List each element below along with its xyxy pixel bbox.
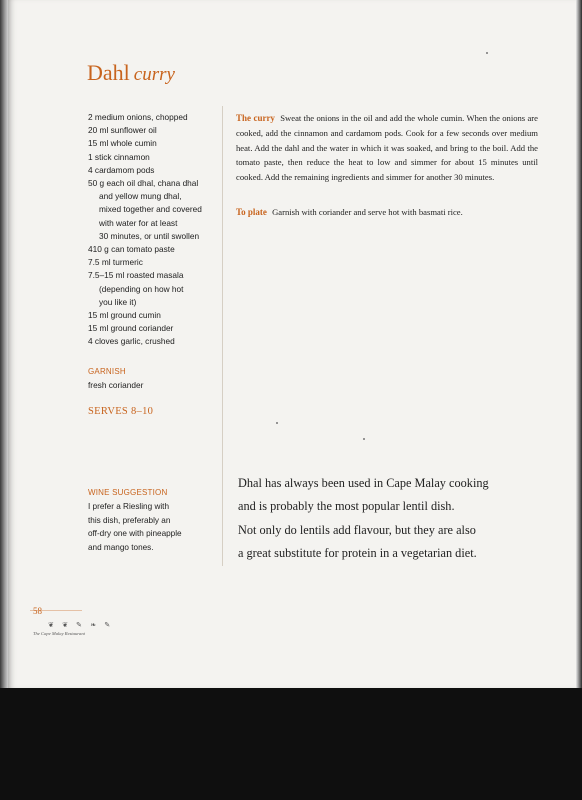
- book-title-footer: The Cape Malay Restaurant: [33, 631, 85, 636]
- ingredient-item-continued: mixed together and covered: [99, 204, 202, 215]
- ingredient-item: 7.5 ml turmeric: [88, 257, 143, 268]
- ingredient-item: 7.5–15 ml roasted masala: [88, 270, 184, 281]
- scan-speck: [363, 438, 365, 440]
- column-divider: [222, 106, 223, 566]
- method-plate-label: To plate: [236, 207, 267, 217]
- wine-line: off-dry one with pineapple: [88, 529, 182, 539]
- page-left-shadow: [0, 0, 8, 688]
- wine-line: this dish, preferably an: [88, 515, 171, 525]
- pull-quote: [238, 472, 528, 566]
- wine-suggestion-heading: WINE SUGGESTION: [88, 488, 168, 497]
- wine-line: I prefer a Riesling with: [88, 502, 169, 511]
- serves-label: SERVES 8–10: [88, 406, 154, 417]
- ingredient-item: 4 cardamom pods: [88, 164, 155, 175]
- ingredient-item-continued: and yellow mung dhal,: [99, 191, 182, 202]
- recipe-title-sub: curry: [133, 64, 175, 85]
- scan-speck: [486, 52, 488, 54]
- quote-line: and is probably the most popular lentil dish.: [238, 499, 455, 514]
- method-curry-label: The curry: [236, 113, 275, 123]
- recipe-title: [87, 60, 175, 86]
- ingredient-item-continued: you like it): [99, 296, 137, 307]
- method-curry: [236, 111, 538, 185]
- garnish-item: fresh coriander: [88, 380, 144, 390]
- ingredient-item-continued: 30 minutes, or until swollen: [99, 230, 200, 241]
- book-page: [8, 0, 576, 688]
- method-plate: [236, 205, 538, 220]
- wine-suggestion-text: [88, 500, 218, 554]
- ingredient-item: 2 medium onions, chopped: [88, 112, 188, 122]
- ingredient-item: 4 cloves garlic, crushed: [88, 336, 175, 347]
- ingredient-item: 410 g can tomato paste: [88, 244, 175, 255]
- quote-line: a great substitute for protein in a vegetarian diet.: [238, 546, 477, 561]
- scan-speck: [276, 422, 278, 424]
- ingredient-item: 15 ml ground cumin: [88, 310, 161, 321]
- book-logo-icon: ❦ ❦ ✎ ❧ ✎: [48, 621, 114, 629]
- quote-line: Not only do lentils add flavour, but they are also: [238, 522, 476, 537]
- wine-line: and mango tones.: [88, 542, 154, 552]
- quote-line: Dhal has always been used in Cape Malay cooking: [238, 476, 489, 490]
- method-curry-text: Sweat the onions in the oil and add the whole cumin. When the onions are cooked, add the cinnamon and cardamom pods. Cook for a few seconds over medium heat. Add the dahl and the water in which it was soaked, and bring to the boil. Add the tomato paste, then reduce the heat to low and simmer for about 15 minutes until cooked. Add the remaining ingredients and simmer for another 30 minutes.: [236, 113, 538, 183]
- recipe-title-main: Dahl: [87, 60, 130, 85]
- ingredient-list: [88, 111, 228, 349]
- method-plate-text: Garnish with coriander and serve hot with basmati rice.: [272, 207, 463, 217]
- garnish-heading: GARNISH: [88, 367, 126, 376]
- ingredient-item: 15 ml ground coriander: [88, 323, 174, 334]
- ingredient-item: 1 stick cinnamon: [88, 151, 150, 162]
- ingredient-item: 20 ml sunflower oil: [88, 125, 157, 136]
- page-right-shadow: [576, 0, 582, 690]
- ingredient-item-continued: (depending on how hot: [99, 283, 184, 294]
- scanner-bed: [0, 688, 582, 800]
- ingredient-item: 15 ml whole cumin: [88, 138, 157, 149]
- page-number: 58: [33, 606, 42, 616]
- ingredient-item: 50 g each oil dhal, chana dhal: [88, 178, 199, 189]
- ingredient-item-continued: with water for at least: [99, 217, 178, 228]
